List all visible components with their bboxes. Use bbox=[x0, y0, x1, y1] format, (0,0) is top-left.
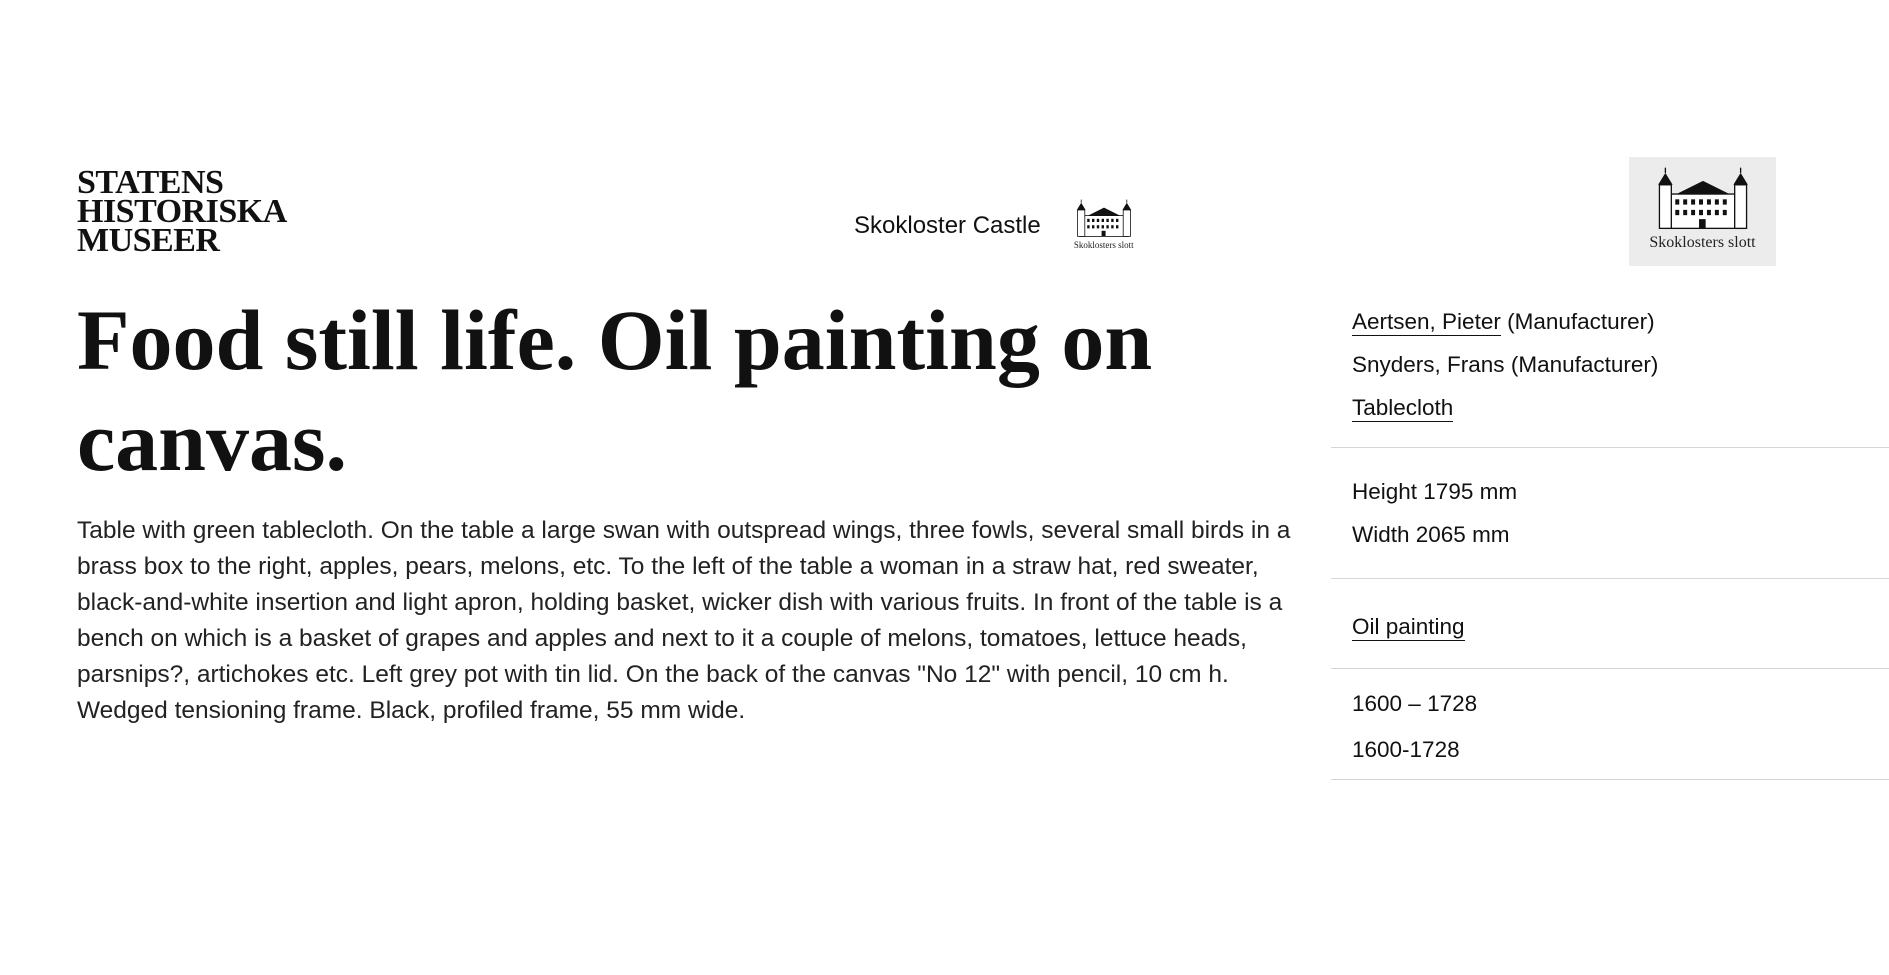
venue-header bbox=[854, 198, 1139, 254]
technique-row bbox=[1352, 605, 1889, 648]
castle-brand-logo bbox=[1629, 157, 1776, 266]
person-link-aertsen[interactable]: Aertsen, Pieter bbox=[1352, 309, 1501, 334]
date-range: 1600 – 1728 bbox=[1352, 691, 1478, 716]
dates-group bbox=[1331, 669, 1889, 780]
object-title: Food still life. Oil painting on canvas. bbox=[77, 292, 1153, 489]
dimension-height: Height 1795 mm bbox=[1352, 479, 1518, 504]
date-text: 1600-1728 bbox=[1352, 737, 1460, 762]
object-description: Table with green tablecloth. On the table a large swan with outspread wings, three fowls, several small birds in a brass box to the right, apples, pears, melons, etc. To the left of the table a woman in a straw hat, red sweater, black-and-white insertion and light apron, holding basket, wicker dish with various fruits. In front of the table is a bench on which is a basket of grapes and apples and next to it a couple of melons, tomatoes, lettuce heads, parsnips?, artichokes etc. Left grey pot with tin lid. On the back of the canvas "No 12" with pencil, 10 cm h. Wedged tensioning frame. Black, profiled frame, 55 mm wide. bbox=[77, 517, 1291, 724]
object-metadata bbox=[1331, 300, 1889, 780]
keyword-row bbox=[1352, 386, 1889, 429]
brand-caption: Skoklosters slott bbox=[1649, 234, 1756, 251]
technique-group bbox=[1331, 579, 1889, 669]
person-role: (Manufacturer) bbox=[1507, 309, 1655, 334]
castle-logo-small-caption: Skoklosters slott bbox=[1073, 240, 1134, 250]
castle-logo-small bbox=[1069, 198, 1139, 254]
logo-line-1: STATENS bbox=[77, 164, 224, 201]
person-role: (Manufacturer) bbox=[1510, 352, 1659, 377]
technique-link-oil-painting[interactable]: Oil painting bbox=[1352, 614, 1465, 639]
person-link-snyders[interactable]: Snyders, Frans bbox=[1352, 352, 1505, 377]
person-row bbox=[1352, 300, 1889, 343]
castle-icon-large bbox=[1654, 165, 1752, 231]
dimensions-group bbox=[1331, 448, 1889, 579]
logo-line-2: HISTORISKA bbox=[77, 193, 287, 230]
venue-name: Skokloster Castle bbox=[854, 212, 1041, 239]
person-row bbox=[1352, 343, 1889, 386]
museum-logo[interactable] bbox=[77, 164, 287, 259]
keyword-link-tablecloth[interactable]: Tablecloth bbox=[1352, 395, 1454, 420]
logo-line-3: MUSEER bbox=[77, 222, 220, 259]
people-group bbox=[1331, 300, 1889, 448]
dimension-width: Width 2065 mm bbox=[1352, 522, 1510, 547]
castle-icon bbox=[1076, 198, 1132, 238]
